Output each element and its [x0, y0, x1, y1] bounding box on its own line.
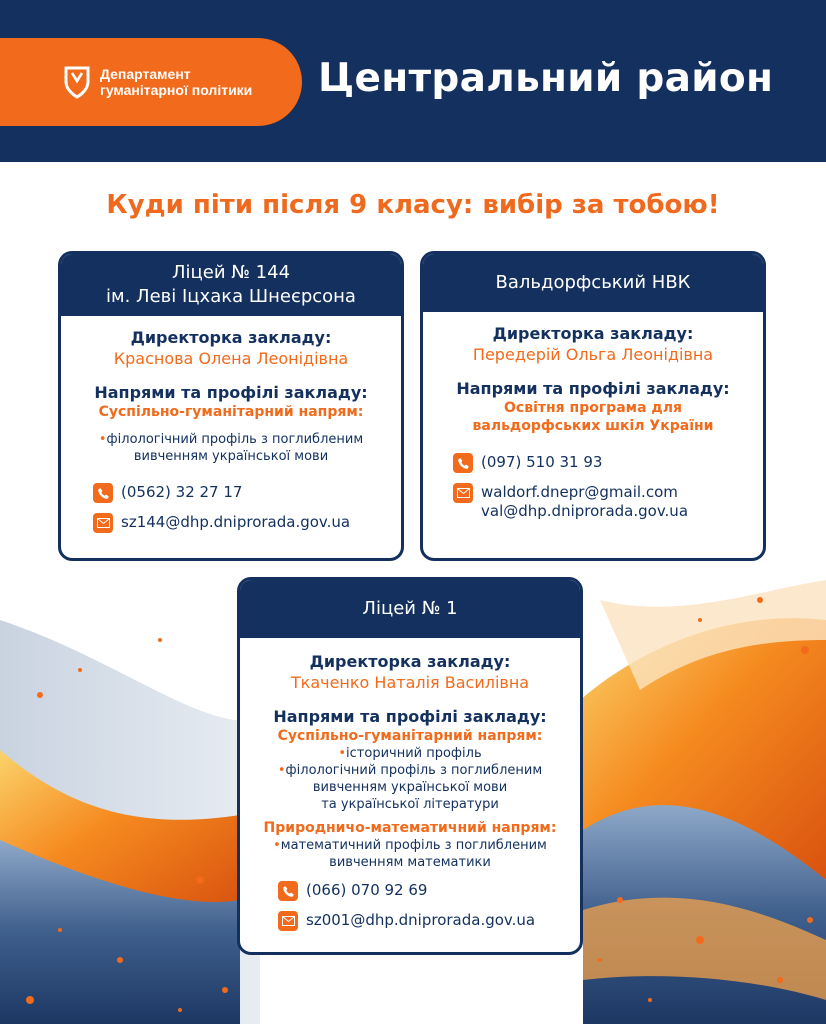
profile-item-1: •історичний профіль	[338, 746, 482, 761]
profile-item-3: •математичний профіль з поглибленим	[273, 838, 547, 853]
school-card-waldorf	[420, 251, 766, 561]
email-address-2[interactable]: val@dhp.dniprorada.gov.ua	[481, 502, 689, 520]
director-name: Краснова Олена Леонідівна	[113, 349, 349, 368]
phone-number[interactable]: (0562) 32 27 17	[121, 483, 243, 501]
card-title	[61, 254, 401, 316]
profile-item-2: •філологічний профіль з поглибленим	[277, 763, 543, 778]
phone-icon	[278, 881, 298, 901]
profile1-text: історичний профіль	[346, 746, 482, 761]
department-badge	[0, 38, 302, 126]
phone-number[interactable]: (097) 510 31 93	[481, 453, 603, 471]
profile2-line3: та української літератури	[321, 797, 499, 812]
email-address[interactable]: sz144@dhp.dniprorada.gov.ua	[121, 513, 351, 531]
profile3-line2: вивченням математики	[329, 855, 491, 870]
page-subtitle: Куди піти після 9 класу: вибір за тобою!	[106, 190, 720, 220]
mail-icon	[93, 513, 113, 533]
director-name: Ткаченко Наталія Василівна	[290, 673, 530, 692]
profiles-label: Напрями та профілі закладу:	[456, 379, 730, 398]
phone-row	[423, 453, 763, 473]
profile2-line2: вивченням української мови	[312, 780, 508, 795]
card-title-line2: ім. Леві Іцхака Шнеєрсона	[106, 286, 356, 307]
card-title-text: Ліцей № 1	[362, 598, 458, 619]
school-card-lyceum-144	[58, 251, 404, 561]
profile3-line1: математичний профіль з поглибленим	[280, 838, 547, 853]
profile-line2: вивченням української мови	[133, 449, 329, 464]
director-label: Директорка закладу:	[130, 328, 332, 347]
department-name-line2: гуманітарної політики	[100, 82, 253, 98]
department-name	[100, 66, 252, 98]
profile-item: •філологічний профіль з поглибленим	[98, 432, 364, 447]
mail-icon	[278, 911, 298, 931]
profile-line1: філологічний профіль з поглибленим	[106, 432, 364, 447]
phone-icon	[93, 483, 113, 503]
department-name-line1: Департамент	[100, 66, 191, 82]
email-row	[240, 911, 580, 931]
program-line1: Освітня програма для	[504, 400, 682, 416]
director-name: Передерій Ольга Леонідівна	[472, 345, 714, 364]
phone-row	[61, 483, 401, 503]
card-title	[423, 254, 763, 312]
profiles-label: Напрями та профілі закладу:	[94, 383, 368, 402]
card-title	[240, 580, 580, 638]
phone-number[interactable]: (066) 070 92 69	[306, 881, 428, 899]
program-line2: вальдорфських шкіл України	[472, 418, 714, 434]
header-banner	[0, 0, 826, 162]
email-address[interactable]: sz001@dhp.dniprorada.gov.ua	[306, 911, 536, 929]
card-title-line1: Ліцей № 144	[171, 262, 291, 283]
email-address-1[interactable]: waldorf.dnepr@gmail.com	[481, 483, 678, 501]
phone-row	[240, 881, 580, 901]
director-label: Директорка закладу:	[309, 652, 511, 671]
phone-icon	[453, 453, 473, 473]
director-label: Директорка закладу:	[492, 324, 694, 343]
email-row	[423, 483, 763, 521]
school-card-lyceum-1	[237, 577, 583, 955]
direction-label: Суспільно-гуманітарний напрям:	[98, 404, 364, 420]
mail-icon	[453, 483, 473, 503]
department-shield-icon	[62, 64, 92, 100]
district-title: Центральний район	[318, 56, 774, 101]
profiles-label: Напрями та профілі закладу:	[273, 707, 547, 726]
email-row	[61, 513, 401, 533]
direction-label-2: Природничо-математичний напрям:	[263, 820, 557, 836]
profile2-line1: філологічний профіль з поглибленим	[285, 763, 543, 778]
direction-label-1: Суспільно-гуманітарний напрям:	[277, 728, 543, 744]
card-title-text: Вальдорфський НВК	[495, 272, 691, 293]
